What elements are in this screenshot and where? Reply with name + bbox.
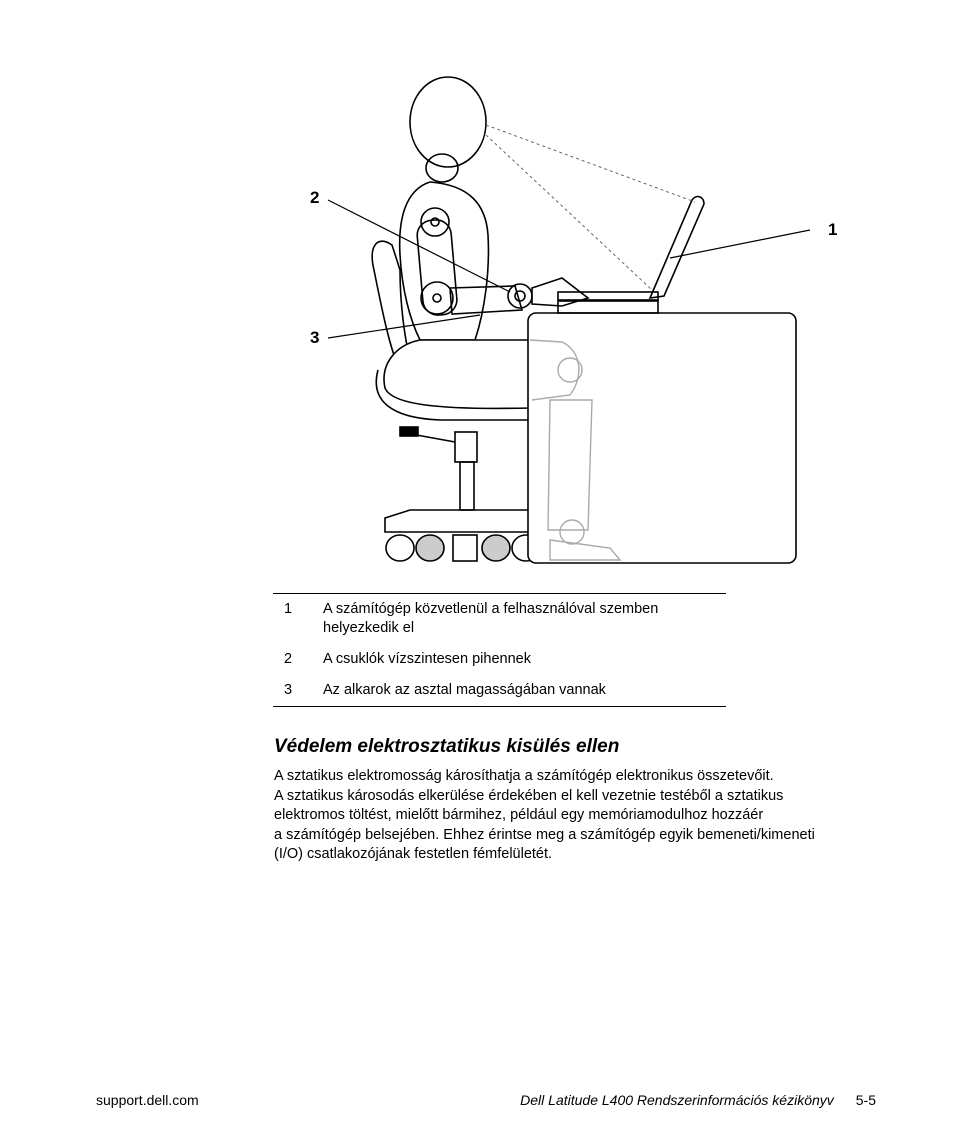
body-line: A sztatikus károsodás elkerülése érdekében el kell vezetnie testéből a sztatikus — [274, 787, 784, 804]
legend-row — [273, 600, 726, 638]
section-body — [274, 767, 874, 865]
body-line: (I/O) csatlakozójának festetlen fémfelületét. — [274, 846, 553, 862]
figure-legend-table — [273, 593, 726, 707]
section-heading: Védelem elektrosztatikus kisülés ellen — [274, 736, 620, 757]
legend-number: 1 — [284, 601, 293, 617]
footer-website: support.dell.com — [96, 1092, 199, 1108]
legend-row — [273, 681, 726, 700]
legend-number: 2 — [284, 651, 293, 667]
legend-number: 3 — [284, 682, 293, 698]
legend-text: Az alkarok az asztal magasságában vannak — [323, 682, 606, 698]
page-number: 5-5 — [855, 1092, 876, 1108]
seated-user-illustration — [300, 70, 820, 580]
legend-text: A csuklók vízszintesen pihennek — [323, 651, 531, 667]
legend-text — [323, 600, 726, 638]
body-line: A sztatikus elektromosság károsíthatja a számítógép elektronikus összetevőit. — [274, 768, 774, 784]
callout-2: 2 — [310, 188, 320, 207]
body-line: a számítógép belsejében. Ehhez érintse meg a számítógép egyik bemeneti/kimeneti — [274, 826, 815, 843]
body-line: elektromos töltést, mielőtt bármihez, például egy memóriamodulhoz hozzáér — [274, 807, 764, 823]
legend-text-line: helyezkedik el — [323, 620, 415, 636]
callout-3: 3 — [310, 328, 320, 347]
legend-text-line: A számítógép közvetlenül a felhasználóval szemben — [323, 601, 659, 617]
callout-1: 1 — [828, 220, 838, 239]
ergonomics-figure — [300, 70, 838, 580]
footer-title-block — [520, 1092, 876, 1108]
legend-row — [273, 650, 726, 669]
footer-manual-title: Dell Latitude L400 Rendszerinformációs kézikönyv — [520, 1092, 834, 1108]
